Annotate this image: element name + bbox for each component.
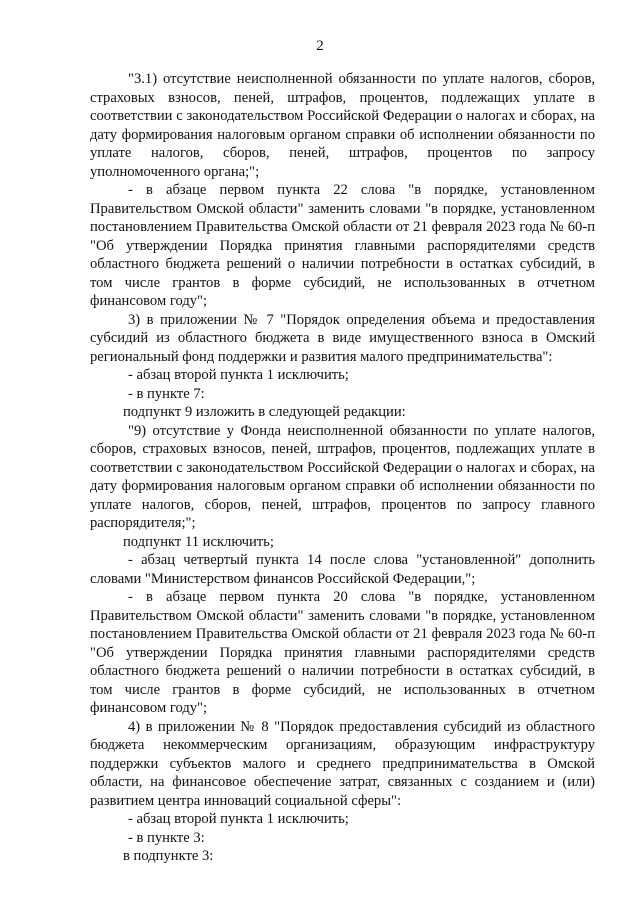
paragraph-abzac-exclude: - абзац второй пункта 1 исключить; bbox=[128, 367, 349, 383]
paragraph-point-20: - в абзаце первом пункта 20 слова "в порядке, установленном Правительством Омской области" заменить словами "в порядке, установленном постановлением Правительства Омской области от 21 февраля 2023 года № 60-п "Об утверждении Порядка принятия главными распорядителями средств областного бюджета решений о наличии потребности в остатках субсидий, в том числе грантов в форме субсидий, не использованных в отчетном финансовом году"; bbox=[90, 589, 595, 716]
paragraph-subpoint-11: подпункт 11 исключить; bbox=[123, 533, 274, 550]
document-body bbox=[90, 70, 595, 866]
paragraph-appendix-7: 3) в приложении № 7 "Порядок определения объема и предоставления субсидий из областного бюджета в виде имущественного взноса в Омский региональный фонд поддержки и развития малого предпринимательства": bbox=[90, 311, 595, 365]
paragraph-3-1: "3.1) отсутствие неисполненной обязанности по уплате налогов, сборов, страховых взносов, пеней, штрафов, процентов, подлежащих уплате в соответствии с законодательством Российской Федерации о налогах и сборах, на дату формирования налоговым органом справки об исполнении обязанности по уплате налогов, сборов, пеней, штрафов, процентов по запросу уполномоченного органа;"; bbox=[90, 71, 595, 180]
paragraph-subpoint-9-intro: подпункт 9 изложить в следующей редакции: bbox=[123, 404, 406, 420]
paragraph-point-3: - в пункте 3: bbox=[128, 829, 205, 846]
paragraph-subpoint-3: в подпункте 3: bbox=[123, 848, 214, 864]
paragraph-point-14: - абзац четвертый пункта 14 после слова "установленной" дополнить словами "Министерством финансов Российской Федерации,"; bbox=[90, 552, 595, 587]
paragraph-subpoint-9: "9) отсутствие у Фонда неисполненной обязанности по уплате налогов, сборов, страховых взносов, пеней, штрафов, процентов, подлежащих уплате в соответствии с законодательством Российской Федерации о налогах и сборах, на дату формирования налоговым органом справки об исполнении обязанности по уплате налогов, сборов, пеней, штрафов, процентов по запросу главного распорядителя;"; bbox=[90, 422, 595, 531]
page-number: 2 bbox=[316, 38, 324, 54]
paragraph-abzac-exclude-2: - абзац второй пункта 1 исключить; bbox=[128, 811, 349, 827]
paragraph-point-22: - в абзаце первом пункта 22 слова "в порядке, установленном Правительством Омской области" заменить словами "в порядке, установленном постановлением Правительства Омской области от 21 февраля 2023 года № 60-п "Об утверждении Порядка принятия главными распорядителями средств областного бюджета решений о наличии потребности в остатках субсидий, в том числе грантов в форме субсидий, не использованных в отчетном финансовом году"; bbox=[90, 182, 595, 309]
paragraph-appendix-8: 4) в приложении № 8 "Порядок предоставления субсидий из областного бюджета некоммерческим организациям, образующим инфраструктуру поддержки субъектов малого и среднего предпринимательства в Омской области, на финансовое обеспечение затрат, связанных с созданием и (или) развитием центра инноваций социальной сферы": bbox=[90, 718, 595, 809]
paragraph-point-7: - в пункте 7: bbox=[128, 385, 205, 402]
